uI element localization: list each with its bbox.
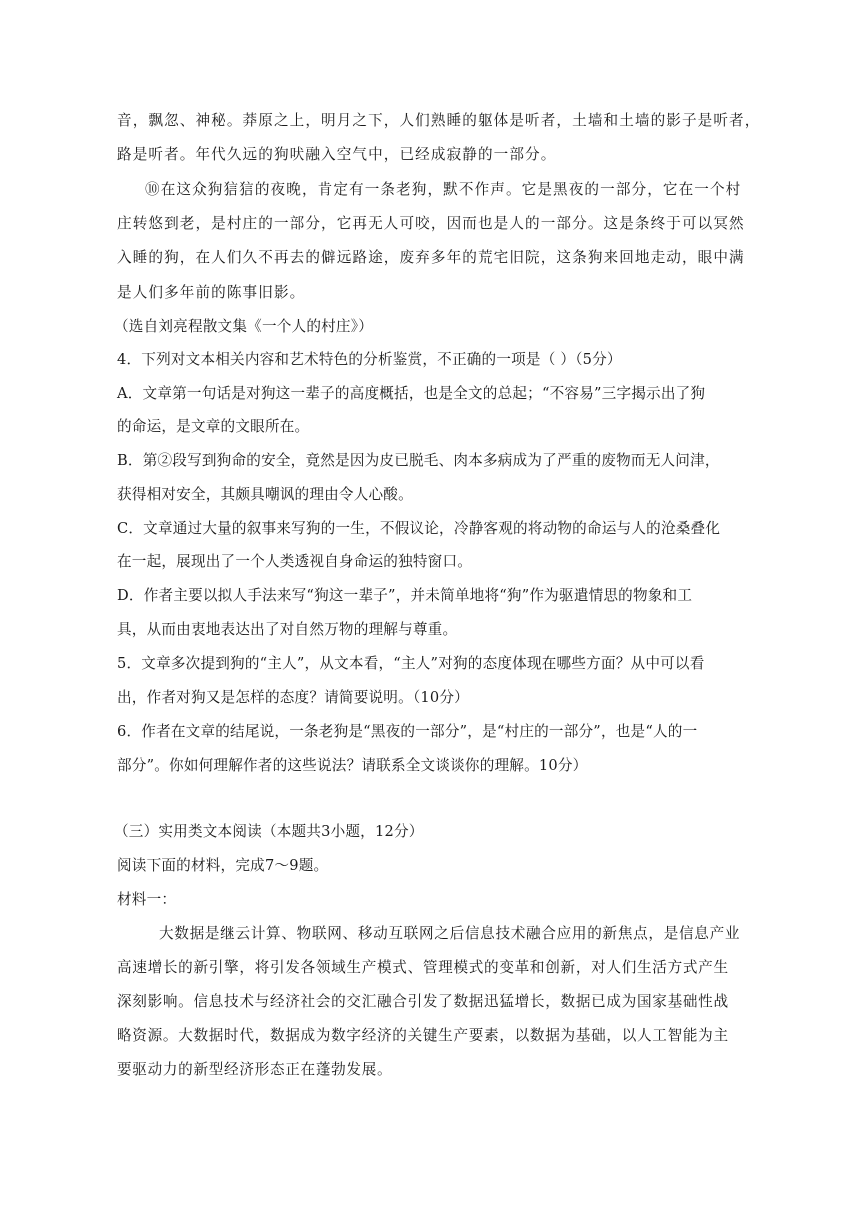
question-4-option-c-line-2: 在一起，展现出了一个人类透视自身命运的独特窗口。	[117, 553, 473, 570]
question-4-option-d-line-1: D．作者主要以拟人手法来写“狗这一辈子”，并未简单地将“狗”作为驱遣情思的物象和工	[117, 587, 693, 604]
question-5-line-1: 5．文章多次提到狗的“主人”，从文本看，“主人”对狗的态度体现在哪些方面？从中可以看	[117, 655, 705, 672]
question-5-line-2: 出，作者对狗又是怎样的态度？请简要说明。（10分）	[117, 689, 469, 706]
material-1-line-4: 略资源。大数据时代，数据成为数字经济的关键生产要素，以数据为基础，以人工智能为主	[117, 1027, 729, 1044]
question-6-line-1: 6．作者在文章的结尾说，一条老狗是“黑夜的一部分”，是“村庄的一部分”，也是“人的一	[117, 723, 698, 740]
material-1-label: 材料一：	[117, 891, 177, 908]
section-3-heading: （三）实用类文本阅读（本题共3小题，12分）	[114, 823, 424, 840]
question-4-option-c-line-1: C．文章通过大量的叙事来写狗的一生，不假议论，冷静客观的将动物的命运与人的沧桑叠化	[117, 520, 721, 537]
question-4-stem: 4．下列对文本相关内容和艺术特色的分析鉴赏，不正确的一项是（ ）（5分）	[117, 351, 622, 368]
question-4-option-b-line-2: 获得相对安全，其颇具嘲讽的理由令人心酸。	[117, 486, 413, 503]
material-1-line-3: 深刻影响。信息技术与经济社会的交汇融合引发了数据迅猛增长，数据已成为国家基础性战	[117, 993, 729, 1010]
passage-line-2: 路是听者。年代久远的狗吠融入空气中，已经成寂静的一部分。	[117, 146, 557, 163]
question-4-option-a-line-1: A．文章第一句话是对狗这一辈子的高度概括，也是全文的总起；“不容易”三字揭示出了狗	[117, 385, 706, 402]
passage-paragraph-10-line-2: 庄转悠到老，是村庄的一部分，它再无人可咬，因而也是人的一部分。这是条终于可以冥然	[117, 215, 745, 232]
passage-paragraph-10-line-3: 入睡的狗，在人们久不再去的僻远路途，废弃多年的荒宅旧院，这条狗来回地走动，眼中满	[117, 249, 745, 266]
passage-source: （选自刘亮程散文集《一个人的村庄》）	[114, 318, 373, 335]
question-4-option-d-line-2: 具，从而由衷地表达出了对自然万物的理解与尊重。	[117, 621, 458, 638]
question-6-line-2: 部分”。你如何理解作者的这些说法？请联系全文谈谈你的理解。10分）	[117, 757, 588, 774]
question-4-option-b-line-1: B．第②段写到狗命的安全，竟然是因为皮已脱毛、肉本多病成为了严重的废物而无人问津，	[117, 452, 720, 469]
material-1-line-1: 大数据是继云计算、物联网、移动互联网之后信息技术融合应用的新焦点，是信息产业	[159, 925, 741, 942]
material-1-line-5: 要驱动力的新型经济形态正在蓬勃发展。	[117, 1061, 393, 1078]
question-4-option-a-line-2: 的命运，是文章的文眼所在。	[117, 418, 310, 435]
material-1-line-2: 高速增长的新引擎，将引发各领域生产模式、管理模式的变革和创新，对人们生活方式产生	[117, 959, 729, 976]
passage-paragraph-10-line-1: ⑩在这众狗狺狺的夜晚，肯定有一条老狗，默不作声。它是黑夜的一部分，它在一个村	[145, 181, 742, 198]
section-3-instruction: 阅读下面的材料，完成7～9题。	[117, 857, 329, 874]
passage-line-1: 音，飘忽、神秘。莽原之上，明月之下，人们熟睡的躯体是听者，土墙和土墙的影子是听者，	[117, 112, 761, 129]
passage-paragraph-10-line-4: 是人们多年前的陈事旧影。	[117, 284, 306, 301]
